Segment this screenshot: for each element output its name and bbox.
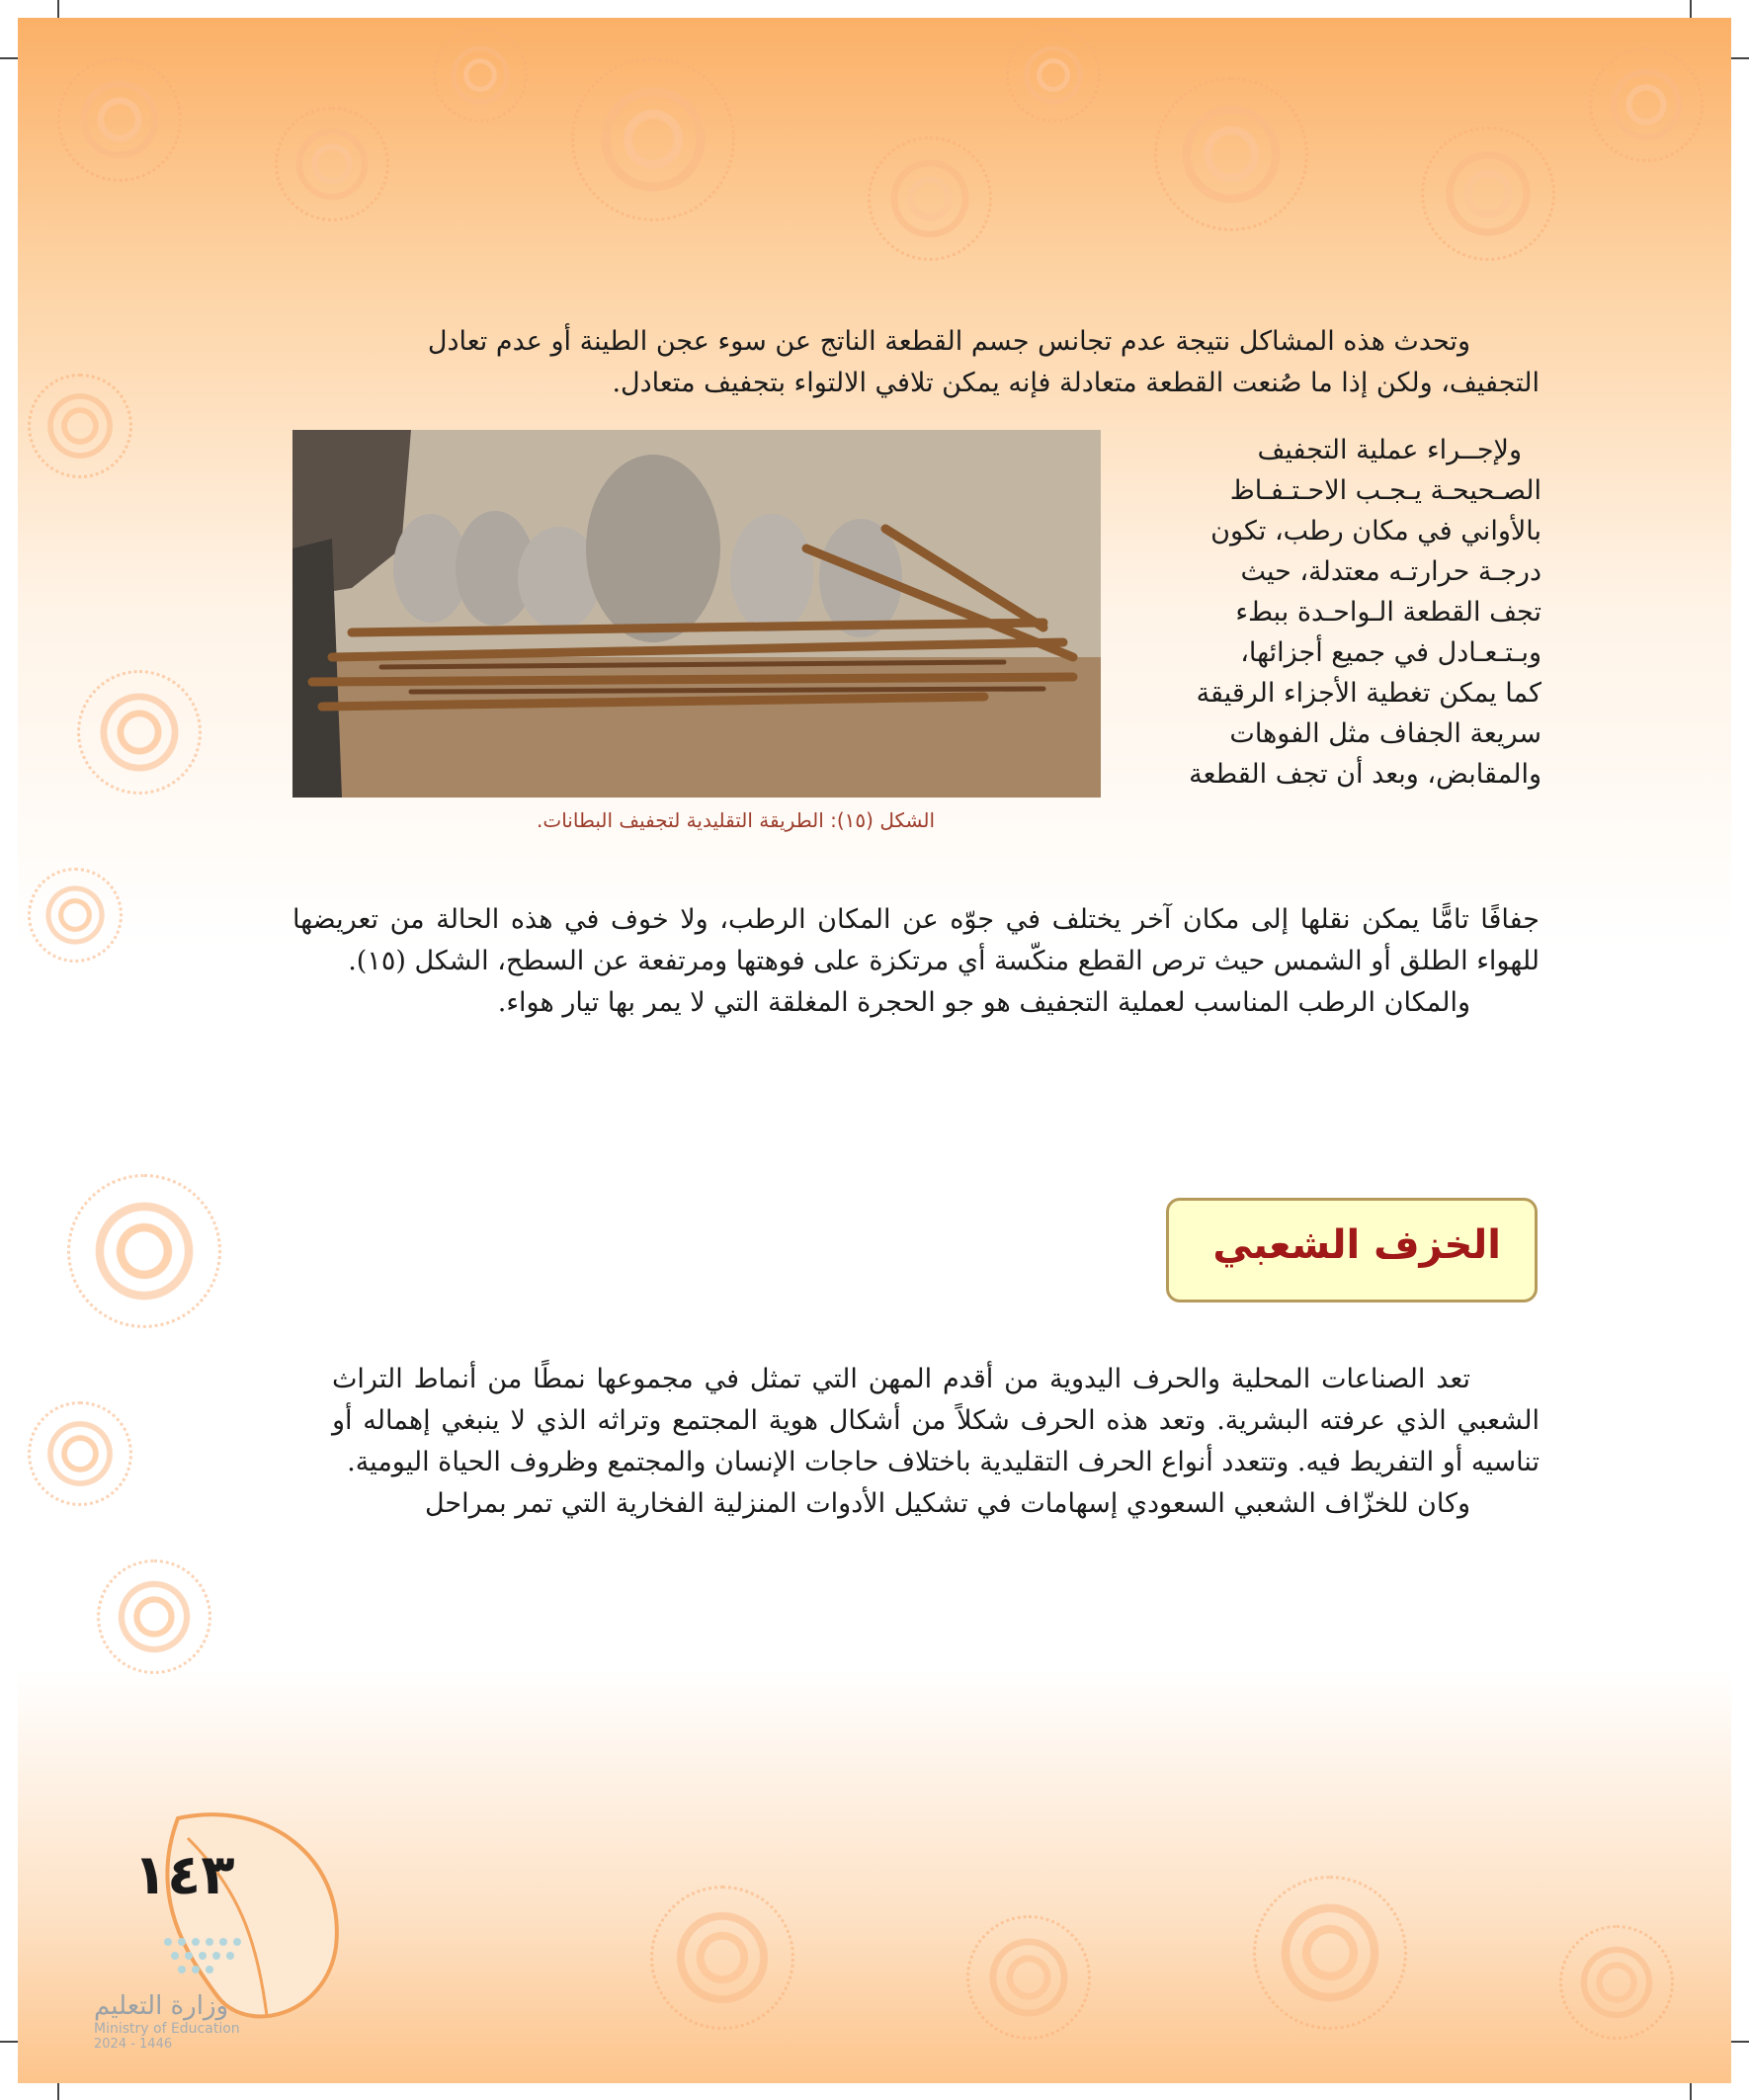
- side-line: تجف القطعة الـواحـدة ببطء: [1235, 597, 1541, 628]
- side-line: سريعة الجفاف مثل الفوهات: [1229, 718, 1541, 749]
- flower-ornament: [1154, 77, 1308, 231]
- ministry-name-en: Ministry of Education: [94, 2021, 240, 2037]
- paragraph-2-full: [292, 899, 1540, 1024]
- paragraph-3: والمكان الرطب المناسب لعملية التجفيف هو جو الحجرة المغلقة التي لا يمر بها تيار هواء.: [497, 987, 1470, 1018]
- paragraph-2-continuation: جفافًا تامًّا يمكن نقلها إلى مكان آخر يختلف في جوّه عن المكان الرطب، ولا خوف في هذه الحالة من تعريضها للهواء الطلق أو الشمس حيث ترص القطع منكّسة أي مرتكزة على فوهتها ومرتفعة عن السطح، الشكل (١٥).: [292, 904, 1540, 976]
- pottery-drying-illustration: [292, 430, 1101, 798]
- edition-year: 2024 - 1446: [94, 2037, 173, 2052]
- flower-ornament: [433, 28, 528, 123]
- paragraph-1-line-2: التجفيف، ولكن إذا ما صُنعت القطعة متعادلة فإنه يمكن تلافي الالتواء بتجفيف متعادل.: [612, 368, 1540, 398]
- figure-15-caption: الشكل (١٥): الطريقة التقليدية لتجفيف البطانات.: [537, 808, 935, 832]
- paragraph-4: [332, 1359, 1540, 1525]
- paragraph-1: [292, 321, 1540, 404]
- flower-ornament: [650, 1886, 794, 2030]
- ministry-logo-icon: [158, 1932, 267, 1991]
- flower-ornament: [28, 374, 132, 478]
- flower-ornament: [1421, 126, 1555, 261]
- flower-ornament: [966, 1915, 1091, 2040]
- figure-15-photo: [292, 430, 1101, 798]
- paragraph-1-line-1: وتحدث هذه المشاكل نتيجة عدم تجانس جسم القطعة الناتج عن سوء عجن الطينة أو عدم تعادل: [427, 326, 1470, 357]
- paragraph-5-text: وكان للخزّاف الشعبي السعودي إسهامات في تشكيل الأدوات المنزلية الفخارية التي تمر بمراحل: [424, 1488, 1470, 1519]
- section-heading-box: [1166, 1198, 1538, 1302]
- flower-ornament: [97, 1559, 211, 1674]
- side-line: وبـتـعـادل في جميع أجزائها،: [1240, 637, 1541, 668]
- flower-ornament: [28, 1401, 132, 1506]
- side-line: ولإجــراء عملية التجفيف: [1257, 435, 1522, 465]
- flower-ornament: [67, 1174, 221, 1328]
- side-line: والمقابض، وبعد أن تجف القطعة: [1189, 759, 1541, 790]
- side-line: درجـة حرارتـه معتدلة، حيث: [1240, 556, 1541, 587]
- ministry-name-ar: وزارة التعليم: [94, 1991, 229, 2021]
- flower-ornament: [1006, 28, 1101, 123]
- side-line: الصـحيحـة يـجـب الاحـتـفـاظ: [1229, 475, 1541, 506]
- ministry-watermark: [94, 1991, 240, 2052]
- page-number: ١٤٣: [133, 1843, 235, 1907]
- side-line: بالأواني في مكان رطب، تكون: [1210, 516, 1541, 546]
- flower-ornament: [1559, 1925, 1674, 2040]
- flower-ornament: [77, 670, 202, 795]
- flower-ornament: [28, 868, 123, 963]
- side-line: كما يمكن تغطية الأجزاء الرقيقة: [1196, 678, 1541, 709]
- section-title: الخزف الشعبي: [1212, 1222, 1501, 1268]
- paragraph-2-side: [1136, 430, 1541, 795]
- paragraph-4-text: تعد الصناعات المحلية والحرف اليدوية من أقدم المهن التي تمثل في مجموعها نمطًا من أنماط التراث الشعبي الذي عرفته البشرية. وتعد هذه الحرف شكلاً من أشكال هوية المجتمع وتراثه الذي لا ينبغي إهماله أو تناسيه أو التفريط فيه. وتتعدد أنواع الحرف التقليدية باختلاف حاجات الإنسان والمجتمع وظروف الحياة اليومية.: [332, 1364, 1540, 1477]
- flower-ornament: [868, 136, 992, 261]
- flower-ornament: [1589, 47, 1704, 162]
- flower-ornament: [571, 57, 735, 221]
- flower-ornament: [57, 57, 182, 182]
- flower-ornament: [275, 107, 389, 221]
- flower-ornament: [1253, 1876, 1407, 2030]
